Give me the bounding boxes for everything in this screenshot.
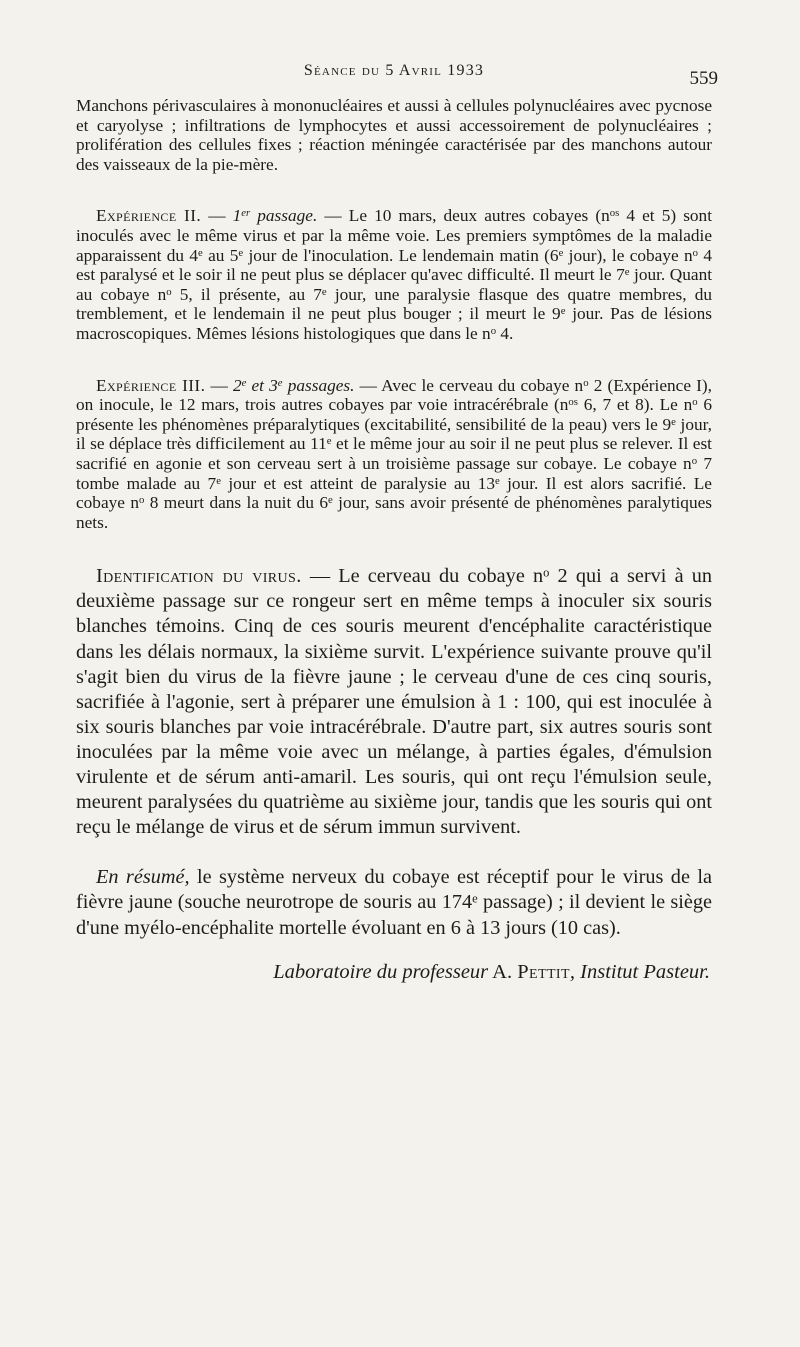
text-run: — Le 10 mars, deux autres cobayes (n [317, 206, 610, 226]
text-run: 6, 7 et 8). Le n [577, 395, 693, 415]
text-run: 4. [496, 323, 514, 343]
text-run: — Avec le cerveau du cobaye n [354, 375, 584, 395]
text-run: 4 et 5) sont inoculés avec le même virus et par la même voie. Les premiers symptômes de la maladie apparaissent du 4 [76, 206, 712, 265]
experience-heading: Expérience II. [96, 206, 202, 226]
ordinal-suffix: e [241, 376, 247, 389]
text-run: 2 qui a servi à un deuxième passage sur ce rongeur sert en même temps à inoculer six souris blanches témoins. Cinq de ces souris meurent d'encéphalite caractéristique dans les délais normaux, la sixième survit. L'expérience suivante prouve qu'il s'agit bien du virus de la fièvre jaune ; le cerveau d'une de ces cinq souris, sacrifiée à l'agonie, sert à préparer une émulsion à 1 : 100, qui est inoculée à six souris blanches par voie intracérébrale. D'autre part, six autres souris sont inoculées par la même voie avec un mélange, à parties égales, d'émulsion virulente et de sérum anti-amaril. Les souris, qui ont reçu l'émulsion seule, meurent paralysées du quatrième au sixième jour, tandis que les souris qui ont reçu le mélange de virus et de sérum immun survivent. [76, 565, 713, 839]
superscript: o [138, 494, 145, 507]
summary-lead: En résumé, [96, 866, 190, 889]
section-heading: Identification du virus. [96, 565, 302, 588]
running-title: Séance du 5 Avril 1933 [303, 62, 485, 79]
superscript: e [494, 474, 500, 487]
passage-text: passages. [282, 375, 355, 395]
text-run: 6 présente les phénomènes préparalytiques (excitabilité, sensibilité de la peau) vers le 9 [76, 395, 713, 434]
signature-initial: A. [488, 960, 518, 983]
superscript: o [692, 396, 698, 409]
superscript: os [568, 396, 578, 409]
superscript: e [558, 246, 564, 259]
signature-name: Pettit [517, 960, 570, 983]
text-run: — Le cerveau du cobaye n [301, 565, 544, 588]
superscript: e [671, 415, 676, 428]
signature-suffix: , Institut Pasteur. [569, 960, 710, 983]
laboratory-signature [76, 959, 712, 985]
superscript: e [216, 474, 221, 487]
ordinal: 2 [232, 375, 242, 395]
text-run: le système nerveux du cobaye est réceptif pour le virus de la fièvre jaune (souche neurotrope de souris au 174 [76, 866, 712, 914]
superscript: o [583, 376, 589, 389]
superscript: e [560, 305, 566, 318]
ordinal: 1 [232, 206, 242, 226]
text-run: 5, il présente, au 7 [171, 284, 322, 304]
superscript: e [238, 246, 244, 259]
text-run: jour. Quant au cobaye n [76, 265, 713, 304]
text-run: jour, sans avoir présenté de phénomènes paralytiques nets. [76, 493, 712, 532]
paragraph-experience-3 [76, 376, 712, 533]
passage-label [233, 376, 355, 395]
paragraph-summary [76, 865, 712, 940]
passage-label [233, 206, 318, 225]
text-run: jour, il se déplace très difficilement au 11 [76, 414, 712, 454]
text-run: jour), le cobaye n [563, 245, 693, 265]
text-run: au 5 [202, 245, 239, 265]
superscript: os [609, 207, 620, 220]
running-header [76, 62, 718, 96]
text-run: 8 meurt dans la nuit du 6 [144, 493, 328, 513]
superscript: o [490, 325, 497, 338]
ordinal-suffix: er [241, 207, 251, 220]
ordinal-suffix: e [277, 376, 283, 389]
text-run: 4 est paralysé et le soir il ne peut plus se déplacer qu'avec difficulté. Il meurt le 7 [76, 245, 712, 285]
text-run: passage) ; il devient le siège d'une myélo-encéphalite mortelle évoluant en 6 à 13 jours (10 cas). [76, 891, 713, 939]
text-run: et le même jour au soir il ne peut plus se relever. Il est sacrifié en agonie et son cerveau sert à un troisième passage sur cobaye. Le cobaye n [76, 434, 712, 473]
superscript: e [472, 891, 478, 906]
superscript: o [543, 565, 550, 580]
passage-text: et [246, 375, 270, 395]
superscript: o [691, 455, 698, 468]
superscript: e [326, 435, 332, 448]
paragraph-experience-2 [76, 206, 712, 343]
paragraph-text: Manchons périvasculaires à mononucléaires et aussi à cellules polynucléaires avec pycnose et caryolyse ; infiltrations de lymphocytes et aussi accessoirement de polynucléaires ; prolifération des cellules fixes ; réaction méningée caractérisée par des manchons autour des vaisseaux de la pie-mère. [76, 96, 712, 174]
paragraph-lesions [76, 96, 712, 174]
passage-text: passage. [250, 206, 318, 226]
dash: — [201, 206, 233, 226]
page-number: 559 [689, 68, 718, 89]
signature-prefix: Laboratoire du professeur [273, 960, 489, 983]
superscript: e [624, 266, 630, 279]
text-run: jour. Il est alors sacrifié. Le cobaye n [76, 473, 712, 513]
text-run: jour de l'inoculation. Le lendemain matin (6 [243, 245, 559, 265]
text-run: jour, une paralysie flasque des quatre membres, du tremblement, et le lendemain il ne peut plus bouger ; il meurt le 9 [76, 284, 712, 324]
superscript: o [692, 246, 698, 259]
superscript: o [166, 285, 172, 298]
paragraph-virus-identification [76, 564, 712, 840]
ordinal: 3 [269, 375, 278, 395]
dash: — [205, 375, 233, 395]
document-page [76, 62, 718, 985]
text-run: 7 tombe malade au 7 [76, 453, 712, 493]
text-run: jour. Pas de lésions macroscopiques. Mêmes lésions histologiques que dans le n [76, 304, 712, 343]
superscript: e [321, 285, 327, 298]
text-run: jour et est atteint de paralysie au 13 [220, 473, 495, 493]
text-run: 2 (Expérience I), on inocule, le 12 mars, trois autres cobayes par voie intracérébrale (n [76, 375, 712, 415]
experience-heading: Expérience III. [96, 375, 206, 395]
superscript: e [328, 494, 333, 507]
superscript: e [198, 246, 203, 259]
